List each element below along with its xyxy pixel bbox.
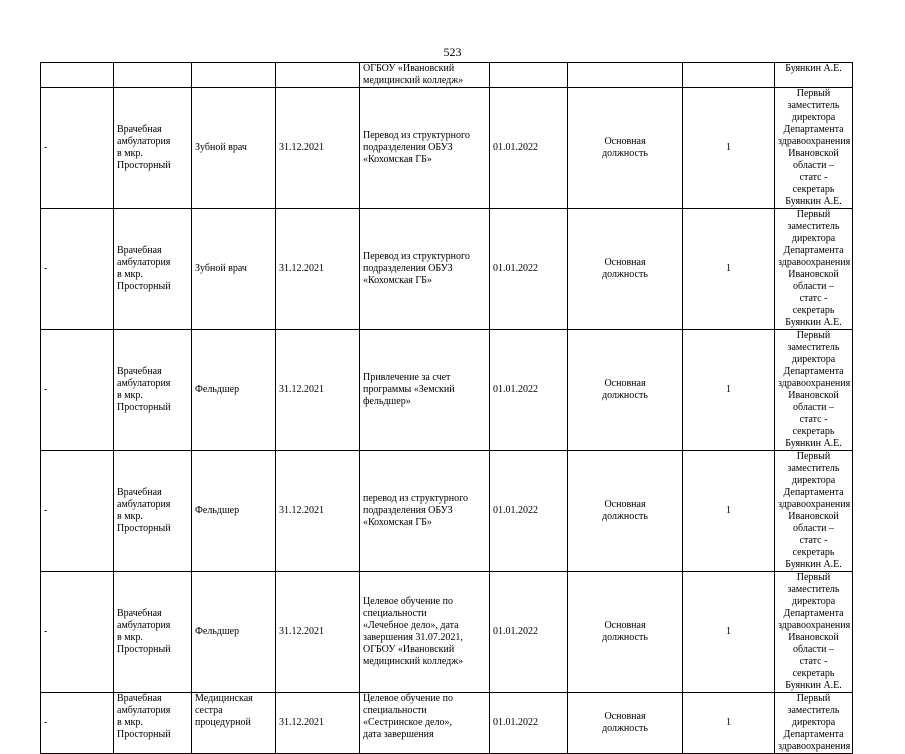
table-row <box>41 209 853 330</box>
staffing-table <box>40 62 853 754</box>
cell-position: Фельдшер <box>192 451 276 572</box>
cell-vacancy-date: 31.12.2021 <box>276 693 360 754</box>
cell-vacancy-date: 31.12.2021 <box>276 88 360 209</box>
page-number: 523 <box>443 45 462 59</box>
cell-start-date: 01.01.2022 <box>490 693 568 754</box>
cell-start-date: 01.01.2022 <box>490 88 568 209</box>
table-row <box>41 693 853 754</box>
cell-unit: Врачебная амбулатория в мкр. Просторный <box>114 209 192 330</box>
cell-approver: Первый заместитель директора Департамента здравоохранения Ивановской области – статс - секретарь Буянкин А.Е. <box>775 209 853 330</box>
cell-approver: Первый заместитель директора Департамента здравоохранения Ивановской области – статс - секретарь Буянкин А.Е. <box>775 572 853 693</box>
cell-count: 1 <box>683 572 775 693</box>
cell-approver: Первый заместитель директора Департамента здравоохранения <box>775 693 853 754</box>
cell-unit: Врачебная амбулатория в мкр. Просторный <box>114 572 192 693</box>
cell-num <box>41 63 114 88</box>
cell-post-type: Основная должность <box>568 693 683 754</box>
cell-post-type: Основная должность <box>568 88 683 209</box>
cell-num: - <box>41 572 114 693</box>
cell-reason: Перевод из структурного подразделения ОБУЗ «Кохомская ГБ» <box>360 88 490 209</box>
cell-start-date: 01.01.2022 <box>490 209 568 330</box>
cell-reason: ОГБОУ «Ивановский медицинский колледж» <box>360 63 490 88</box>
cell-approver: Буянкин А.Е. <box>775 63 853 88</box>
cell-count: 1 <box>683 451 775 572</box>
cell-vacancy-date: 31.12.2021 <box>276 209 360 330</box>
cell-post-type: Основная должность <box>568 451 683 572</box>
cell-vacancy-date: 31.12.2021 <box>276 451 360 572</box>
cell-post-type: Основная должность <box>568 572 683 693</box>
cell-unit: Врачебная амбулатория в мкр. Просторный <box>114 88 192 209</box>
cell-count: 1 <box>683 209 775 330</box>
cell-position: Зубной врач <box>192 209 276 330</box>
cell-approver: Первый заместитель директора Департамента здравоохранения Ивановской области – статс - секретарь Буянкин А.Е. <box>775 451 853 572</box>
cell-reason: Целевое обучение по специальности «Лечебное дело», дата завершения 31.07.2021, ОГБОУ «Ивановский медицинский колледж» <box>360 572 490 693</box>
cell-count: 1 <box>683 693 775 754</box>
cell-reason: перевод из структурного подразделения ОБУЗ «Кохомская ГБ» <box>360 451 490 572</box>
table-row <box>41 572 853 693</box>
cell-position <box>192 63 276 88</box>
cell-vacancy-date <box>276 63 360 88</box>
cell-unit: Врачебная амбулатория в мкр. Просторный <box>114 693 192 754</box>
cell-reason: Целевое обучение по специальности «Сестринское дело», дата завершения <box>360 693 490 754</box>
cell-position: Фельдшер <box>192 572 276 693</box>
cell-start-date: 01.01.2022 <box>490 451 568 572</box>
table-row <box>41 88 853 209</box>
cell-unit <box>114 63 192 88</box>
cell-post-type: Основная должность <box>568 209 683 330</box>
cell-unit: Врачебная амбулатория в мкр. Просторный <box>114 330 192 451</box>
cell-start-date: 01.01.2022 <box>490 330 568 451</box>
cell-reason: Перевод из структурного подразделения ОБУЗ «Кохомская ГБ» <box>360 209 490 330</box>
cell-position: Медицинская сестра процедурной <box>192 693 276 754</box>
cell-num: - <box>41 88 114 209</box>
cell-num: - <box>41 693 114 754</box>
cell-approver: Первый заместитель директора Департамента здравоохранения Ивановской области – статс - секретарь Буянкин А.Е. <box>775 330 853 451</box>
table-row <box>41 330 853 451</box>
cell-count: 1 <box>683 88 775 209</box>
cell-num: - <box>41 330 114 451</box>
cell-position: Фельдшер <box>192 330 276 451</box>
cell-position: Зубной врач <box>192 88 276 209</box>
cell-vacancy-date: 31.12.2021 <box>276 572 360 693</box>
cell-start-date <box>490 63 568 88</box>
table-row <box>41 451 853 572</box>
cell-reason: Привлечение за счет программы «Земский фельдшер» <box>360 330 490 451</box>
cell-post-type: Основная должность <box>568 330 683 451</box>
cell-start-date: 01.01.2022 <box>490 572 568 693</box>
cell-count: 1 <box>683 330 775 451</box>
cell-post-type <box>568 63 683 88</box>
cell-count <box>683 63 775 88</box>
cell-unit: Врачебная амбулатория в мкр. Просторный <box>114 451 192 572</box>
cell-num: - <box>41 209 114 330</box>
cell-approver: Первый заместитель директора Департамента здравоохранения Ивановской области – статс - секретарь Буянкин А.Е. <box>775 88 853 209</box>
table-row-continued <box>41 63 853 88</box>
cell-vacancy-date: 31.12.2021 <box>276 330 360 451</box>
cell-num: - <box>41 451 114 572</box>
